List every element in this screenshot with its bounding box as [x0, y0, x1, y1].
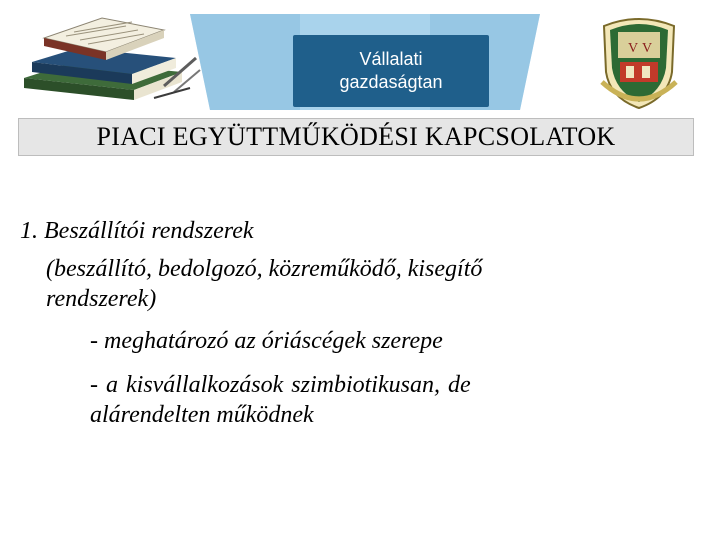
sub-point-1: - meghatározó az óriáscégek szerepe	[90, 328, 443, 354]
list-item-detail: (beszállító, bedolgozó, közreműködő, kisegítő	[46, 256, 483, 282]
slide-body	[20, 216, 690, 430]
list-item-detail-cont: rendszerek)	[46, 286, 157, 312]
slide-heading-bar	[18, 118, 694, 156]
course-title-line2: gazdaságtan	[339, 72, 443, 92]
slide-heading: PIACI EGYÜTTMŰKÖDÉSI KAPCSOLATOK	[96, 122, 616, 151]
list-item-title: 1. Beszállítói rendszerek	[20, 218, 254, 244]
books-icon	[14, 8, 204, 108]
course-title-line1: Vállalati	[359, 49, 423, 69]
sub-point-2: - a kisvállalkozások szimbiotikusan, de	[90, 372, 471, 398]
svg-text:V: V	[642, 41, 653, 56]
course-title	[293, 35, 489, 107]
title-banner	[190, 14, 540, 110]
university-crest-icon	[596, 12, 682, 112]
sub-point-2-cont: alárendelten működnek	[90, 402, 314, 428]
svg-text:V: V	[628, 41, 639, 56]
slide-header	[0, 0, 720, 120]
